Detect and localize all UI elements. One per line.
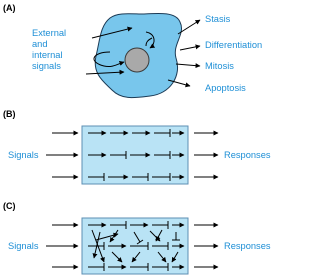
input-arrows-b <box>46 133 78 177</box>
cell-nucleus <box>125 48 149 72</box>
output-label-c: Responses <box>224 241 271 251</box>
panel-c-label: (C) <box>3 201 16 211</box>
outcome-apoptosis: Apoptosis <box>205 83 246 93</box>
panel-b-label: (B) <box>3 109 16 119</box>
input-label-b: Signals <box>8 150 39 160</box>
output-arrows-c <box>194 225 218 267</box>
output-arrows-b <box>194 133 218 177</box>
panel-c <box>3 201 271 274</box>
panel-b <box>3 109 271 184</box>
panel-a <box>3 3 262 98</box>
outcome-mitosis: Mitosis <box>205 61 234 71</box>
output-label-b: Responses <box>224 150 271 160</box>
panel-a-label: (A) <box>3 3 16 13</box>
signals-label: External and internal signals <box>32 28 67 71</box>
outcome-arrow-differentiation <box>180 46 200 50</box>
outcome-differentiation: Differentiation <box>205 40 263 50</box>
input-label-c: Signals <box>8 241 39 251</box>
input-arrows-c <box>46 225 78 267</box>
outcome-arrow-mitosis <box>176 64 200 66</box>
outcome-stasis: Stasis <box>205 14 231 24</box>
